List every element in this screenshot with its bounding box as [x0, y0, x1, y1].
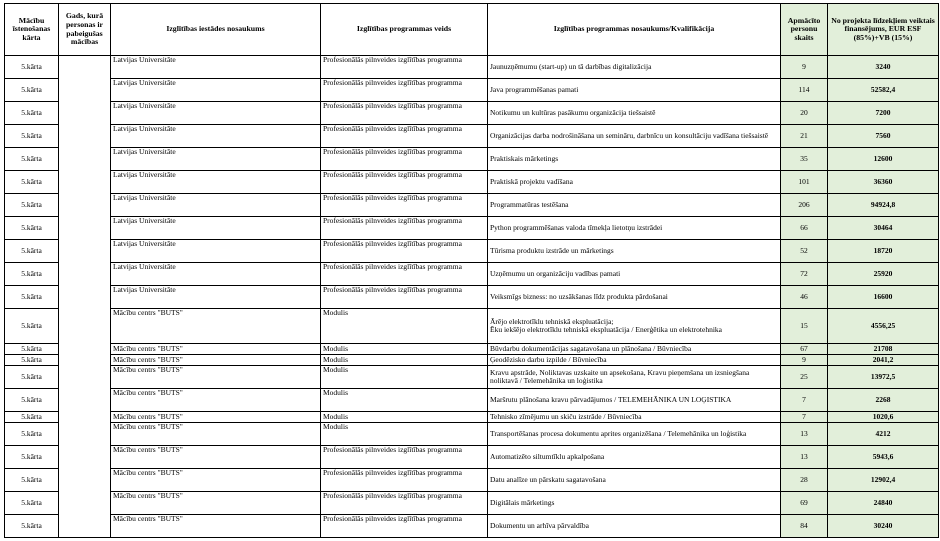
- count-cell: 52: [781, 240, 828, 263]
- round-cell: 5.kārta: [5, 412, 59, 423]
- institution-cell: Latvijas Universitāte: [111, 102, 321, 125]
- round-cell: 5.kārta: [5, 240, 59, 263]
- round-cell: 5.kārta: [5, 309, 59, 344]
- program-type-cell: Modulis: [321, 423, 488, 446]
- table-row: [5, 102, 939, 125]
- institution-cell: Mācību centrs "BUTS": [111, 412, 321, 423]
- institution-cell: Latvijas Universitāte: [111, 171, 321, 194]
- program-name-cell: Veiksmīgs bizness: no uzsākšanas līdz produkta pārdošanai: [488, 286, 781, 309]
- round-cell: 5.kārta: [5, 423, 59, 446]
- count-cell: 13: [781, 423, 828, 446]
- table-row: [5, 79, 939, 102]
- program-type-cell: Modulis: [321, 344, 488, 355]
- count-cell: 206: [781, 194, 828, 217]
- table-row: [5, 366, 939, 389]
- table-row: [5, 515, 939, 538]
- header-row: [5, 4, 939, 56]
- funding-cell: 18720: [828, 240, 939, 263]
- count-cell: 7: [781, 412, 828, 423]
- institution-cell: Latvijas Universitāte: [111, 125, 321, 148]
- funding-cell: 5943,6: [828, 446, 939, 469]
- round-cell: 5.kārta: [5, 515, 59, 538]
- funding-cell: 4212: [828, 423, 939, 446]
- round-cell: 5.kārta: [5, 469, 59, 492]
- funding-cell: 25920: [828, 263, 939, 286]
- round-cell: 5.kārta: [5, 56, 59, 79]
- program-name-cell: Automatizēto siltumtīklu apkalpošana: [488, 446, 781, 469]
- count-cell: 20: [781, 102, 828, 125]
- program-type-cell: Profesionālās pilnveides izglītības programma: [321, 286, 488, 309]
- count-cell: 101: [781, 171, 828, 194]
- header-institution: Izglītības iestādes nosaukums: [111, 4, 321, 56]
- table-row: [5, 412, 939, 423]
- funding-cell: 7560: [828, 125, 939, 148]
- program-type-cell: Modulis: [321, 412, 488, 423]
- round-cell: 5.kārta: [5, 79, 59, 102]
- program-name-cell: Ģeodēzisko darbu izpilde / Būvniecība: [488, 355, 781, 366]
- round-cell: 5.kārta: [5, 263, 59, 286]
- institution-cell: Latvijas Universitāte: [111, 263, 321, 286]
- funding-cell: 13972,5: [828, 366, 939, 389]
- institution-cell: Latvijas Universitāte: [111, 79, 321, 102]
- table-row: [5, 309, 939, 344]
- institution-cell: Mācību centrs "BUTS": [111, 355, 321, 366]
- program-name-cell: Tūrisma produktu izstrāde un mārketings: [488, 240, 781, 263]
- program-name-cell: Jaunuzņēmumu (start-up) un tā darbības digitalizācija: [488, 56, 781, 79]
- funding-cell: 30240: [828, 515, 939, 538]
- program-type-cell: Modulis: [321, 309, 488, 344]
- table-row: [5, 355, 939, 366]
- program-type-cell: Profesionālās pilnveides izglītības programma: [321, 515, 488, 538]
- program-type-cell: Profesionālās pilnveides izglītības programma: [321, 148, 488, 171]
- count-cell: 46: [781, 286, 828, 309]
- count-cell: 7: [781, 389, 828, 412]
- funding-cell: 1020,6: [828, 412, 939, 423]
- program-type-cell: Profesionālās pilnveides izglītības programma: [321, 79, 488, 102]
- table-row: [5, 56, 939, 79]
- table-row: [5, 125, 939, 148]
- count-cell: 67: [781, 344, 828, 355]
- program-name-cell: Datu analīze un pārskatu sagatavošana: [488, 469, 781, 492]
- table-row: [5, 194, 939, 217]
- header-funding: No projekta līdzekļiem veiktais finansējums, EUR ESF (85%)+VB (15%): [828, 4, 939, 56]
- round-cell: 5.kārta: [5, 355, 59, 366]
- program-type-cell: Profesionālās pilnveides izglītības programma: [321, 194, 488, 217]
- funding-cell: 30464: [828, 217, 939, 240]
- header-count: Apmācīto personu skaits: [781, 4, 828, 56]
- round-cell: 5.kārta: [5, 102, 59, 125]
- count-cell: 72: [781, 263, 828, 286]
- program-type-cell: Profesionālās pilnveides izglītības programma: [321, 469, 488, 492]
- program-name-cell: Organizācijas darba nodrošināšana un semināru, darbnīcu un konsultāciju vadīšana tiešsaistē: [488, 125, 781, 148]
- funding-cell: 24840: [828, 492, 939, 515]
- program-name-cell: Praktiskais mārketings: [488, 148, 781, 171]
- program-name-cell: Transportēšanas procesa dokumentu aprites organizēšana / Telemehānika un loģistika: [488, 423, 781, 446]
- table-row: [5, 171, 939, 194]
- institution-cell: Mācību centrs "BUTS": [111, 515, 321, 538]
- funding-cell: 2041,2: [828, 355, 939, 366]
- program-name-cell: Python programmēšanas valoda tīmekļa lietotņu izstrādei: [488, 217, 781, 240]
- table-row: [5, 446, 939, 469]
- table-row: [5, 286, 939, 309]
- program-type-cell: Profesionālās pilnveides izglītības programma: [321, 492, 488, 515]
- program-type-cell: Profesionālās pilnveides izglītības programma: [321, 217, 488, 240]
- institution-cell: Latvijas Universitāte: [111, 217, 321, 240]
- program-name-cell: Maršrutu plānošana kravu pārvadājumos / TELEMEHĀNIKA UN LOĢISTIKA: [488, 389, 781, 412]
- program-name-cell: Java programmēšanas pamati: [488, 79, 781, 102]
- header-round: Mācību īstenošanas kārta: [5, 4, 59, 56]
- round-cell: 5.kārta: [5, 125, 59, 148]
- program-type-cell: Profesionālās pilnveides izglītības programma: [321, 56, 488, 79]
- program-type-cell: Modulis: [321, 389, 488, 412]
- institution-cell: Mācību centrs "BUTS": [111, 389, 321, 412]
- count-cell: 69: [781, 492, 828, 515]
- year-cell: [59, 56, 111, 538]
- institution-cell: Latvijas Universitāte: [111, 240, 321, 263]
- round-cell: 5.kārta: [5, 217, 59, 240]
- count-cell: 13: [781, 446, 828, 469]
- program-type-cell: Modulis: [321, 366, 488, 389]
- institution-cell: Latvijas Universitāte: [111, 148, 321, 171]
- round-cell: 5.kārta: [5, 148, 59, 171]
- table-row: [5, 423, 939, 446]
- institution-cell: Mācību centrs "BUTS": [111, 469, 321, 492]
- program-type-cell: Profesionālās pilnveides izglītības programma: [321, 446, 488, 469]
- program-type-cell: Modulis: [321, 355, 488, 366]
- table-row: [5, 148, 939, 171]
- program-name-cell: Dokumentu un arhīva pārvaldība: [488, 515, 781, 538]
- program-name-cell: Digitālais mārketings: [488, 492, 781, 515]
- round-cell: 5.kārta: [5, 492, 59, 515]
- funding-cell: 2268: [828, 389, 939, 412]
- program-name-cell: Būvdarbu dokumentācijas sagatavošana un plānošana / Būvniecība: [488, 344, 781, 355]
- program-name-cell: Tehnisko zīmējumu un skiču izstrāde / Būvniecība: [488, 412, 781, 423]
- count-cell: 21: [781, 125, 828, 148]
- count-cell: 15: [781, 309, 828, 344]
- round-cell: 5.kārta: [5, 194, 59, 217]
- table-body: [5, 56, 939, 538]
- table-row: [5, 469, 939, 492]
- header-year: Gads, kurā personas ir pabeigušas mācības: [59, 4, 111, 56]
- round-cell: 5.kārta: [5, 389, 59, 412]
- count-cell: 28: [781, 469, 828, 492]
- round-cell: 5.kārta: [5, 446, 59, 469]
- count-cell: 66: [781, 217, 828, 240]
- header-program-type: Izglītības programmas veids: [321, 4, 488, 56]
- table-row: [5, 344, 939, 355]
- header-program-name: Izglītības programmas nosaukums/Kvalifikācija: [488, 4, 781, 56]
- count-cell: 35: [781, 148, 828, 171]
- program-name-cell: Notikumu un kultūras pasākumu organizācija tiešsaistē: [488, 102, 781, 125]
- program-type-cell: Profesionālās pilnveides izglītības programma: [321, 102, 488, 125]
- program-type-cell: Profesionālās pilnveides izglītības programma: [321, 125, 488, 148]
- institution-cell: Mācību centrs "BUTS": [111, 309, 321, 344]
- program-name-cell: Uzņēmumu un organizāciju vadības pamati: [488, 263, 781, 286]
- table-row: [5, 492, 939, 515]
- funding-cell: 21708: [828, 344, 939, 355]
- training-table: [4, 3, 939, 538]
- institution-cell: Latvijas Universitāte: [111, 56, 321, 79]
- institution-cell: Mācību centrs "BUTS": [111, 423, 321, 446]
- table-row: [5, 389, 939, 412]
- institution-cell: Latvijas Universitāte: [111, 194, 321, 217]
- table-row: [5, 217, 939, 240]
- program-type-cell: Profesionālās pilnveides izglītības programma: [321, 263, 488, 286]
- program-name-cell: Kravu apstrāde, Noliktavas uzskaite un apsekošana, Kravu pieņemšana un izsniegšana noliktavā / Telemehānika un loģistika: [488, 366, 781, 389]
- funding-cell: 16600: [828, 286, 939, 309]
- count-cell: 25: [781, 366, 828, 389]
- count-cell: 9: [781, 355, 828, 366]
- count-cell: 84: [781, 515, 828, 538]
- funding-cell: 4556,25: [828, 309, 939, 344]
- funding-cell: 12902,4: [828, 469, 939, 492]
- count-cell: 9: [781, 56, 828, 79]
- funding-cell: 94924,8: [828, 194, 939, 217]
- program-type-cell: Profesionālās pilnveides izglītības programma: [321, 240, 488, 263]
- funding-cell: 7200: [828, 102, 939, 125]
- funding-cell: 36360: [828, 171, 939, 194]
- funding-cell: 3240: [828, 56, 939, 79]
- round-cell: 5.kārta: [5, 171, 59, 194]
- count-cell: 114: [781, 79, 828, 102]
- table-row: [5, 240, 939, 263]
- program-name-cell: Programmatūras testēšana: [488, 194, 781, 217]
- institution-cell: Mācību centrs "BUTS": [111, 492, 321, 515]
- institution-cell: Mācību centrs "BUTS": [111, 344, 321, 355]
- table-row: [5, 263, 939, 286]
- program-type-cell: Profesionālās pilnveides izglītības programma: [321, 171, 488, 194]
- institution-cell: Latvijas Universitāte: [111, 286, 321, 309]
- funding-cell: 52582,4: [828, 79, 939, 102]
- round-cell: 5.kārta: [5, 344, 59, 355]
- program-name-cell: Praktiskā projektu vadīšana: [488, 171, 781, 194]
- round-cell: 5.kārta: [5, 366, 59, 389]
- institution-cell: Mācību centrs "BUTS": [111, 446, 321, 469]
- program-name-cell: Ārējo elektrotīklu tehniskā ekspluatācija; Ēku iekšējo elektrotīklu tehniskā ekspluatācija / Enerģētika un elektrotehnika: [488, 309, 781, 344]
- funding-cell: 12600: [828, 148, 939, 171]
- round-cell: 5.kārta: [5, 286, 59, 309]
- institution-cell: Mācību centrs "BUTS": [111, 366, 321, 389]
